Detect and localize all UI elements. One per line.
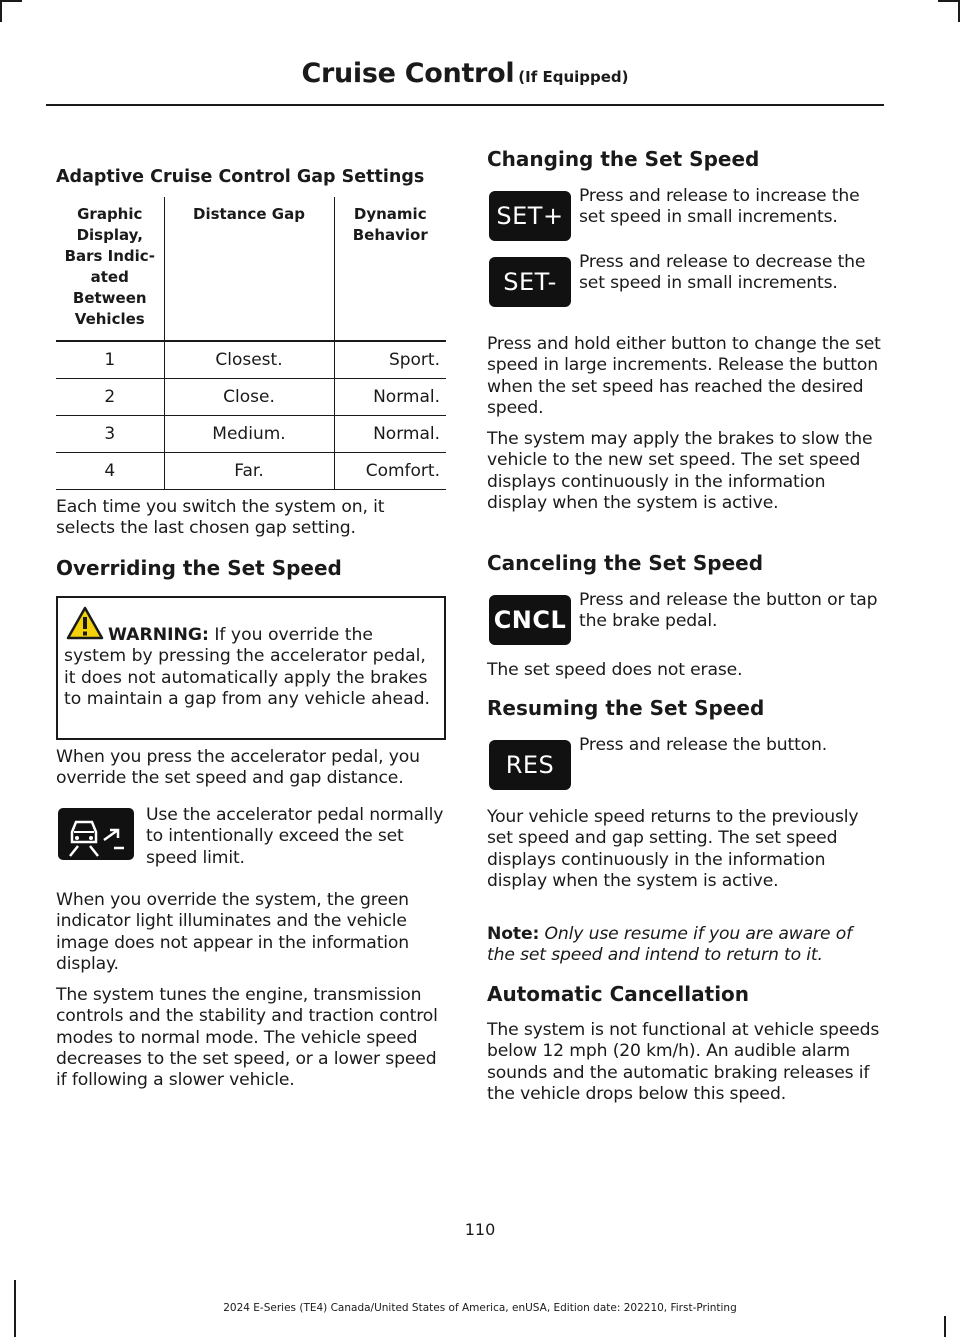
set-plus-button-icon: SET+ [489, 191, 571, 241]
table-cell: Normal. [334, 416, 446, 453]
crop-mark [0, 0, 22, 2]
warning-label: WARNING: [108, 625, 209, 645]
set-minus-button-icon: SET- [489, 257, 571, 307]
cncl-text: Press and release the button or tap the brake pedal. [579, 590, 878, 632]
gap-settings-table [56, 197, 446, 490]
override-paragraph-3: The system tunes the engine, transmission controls and the stability and traction control modes to normal mode. The vehicle speed decreases to the set speed, or a lower speed if following a slower vehicle. [56, 985, 438, 1091]
table-cell: Closest. [164, 341, 334, 379]
table-cell: Close. [164, 379, 334, 416]
table-header-distance: Distance Gap [164, 197, 334, 341]
accelerator-override-icon [58, 808, 134, 860]
change-paragraph-1: Press and hold either button to change the set speed in large increments. Release the button when the set speed has reached the desired speed. [487, 334, 881, 418]
note-label: Note: [487, 924, 540, 944]
resume-note [487, 924, 881, 967]
set-plus-text: Press and release to increase the set speed in small increments. [579, 186, 860, 228]
cancel-paragraph-1: The set speed does not erase. [487, 660, 743, 680]
gap-settings-heading: Adaptive Cruise Control Gap Settings [56, 167, 425, 187]
gap-text: Each time you switch the system on, it selects the last chosen gap setting. [56, 497, 385, 539]
table-cell: Sport. [334, 341, 446, 379]
table-cell: 2 [56, 379, 164, 416]
crop-mark [944, 1316, 946, 1337]
pedal-text: Use the accelerator pedal normally to intentionally exceed the set speed limit. [146, 805, 444, 868]
warning-body: If you override the system by pressing the accelerator pedal, it does not automatically apply the brakes to maintain a gap from any vehicle ahead. [64, 625, 430, 709]
res-button-icon: RES [489, 740, 571, 790]
resume-paragraph-1: Your vehicle speed returns to the previously set speed and gap setting. The set speed displays continuously in the information display when the system is active. [487, 807, 859, 891]
table-row [56, 453, 446, 490]
crop-mark [0, 0, 2, 22]
page-subtitle: (If Equipped) [518, 68, 629, 86]
set-minus-text: Press and release to decrease the set speed in small increments. [579, 252, 866, 294]
warning-text [64, 625, 439, 710]
page-footer: 2024 E-Series (TE4) Canada/United States of America, enUSA, Edition date: 202210, First-Printing [223, 1302, 737, 1314]
override-heading: Overriding the Set Speed [56, 556, 342, 580]
page-header [46, 58, 884, 106]
resume-speed-heading: Resuming the Set Speed [487, 696, 765, 720]
page-number: 110 [464, 1220, 496, 1239]
table-cell: Medium. [164, 416, 334, 453]
auto-cancel-paragraph: The system is not functional at vehicle speeds below 12 mph (20 km/h). An audible alarm sounds and the automatic braking releases if the vehicle drops below this speed. [487, 1020, 880, 1104]
table-cell: 4 [56, 453, 164, 490]
table-row [56, 341, 446, 379]
table-row [56, 416, 446, 453]
table-cell: Far. [164, 453, 334, 490]
note-text: Only use resume if you are aware of the set speed and intend to return to it. [487, 924, 853, 966]
table-cell: 3 [56, 416, 164, 453]
cancel-speed-heading: Canceling the Set Speed [487, 551, 764, 575]
override-paragraph-2: When you override the system, the green indicator light illuminates and the vehicle image does not appear in the information display. [56, 890, 410, 974]
change-paragraph-2: The system may apply the brakes to slow the vehicle to the new set speed. The set speed displays continuously in the information display when the system is active. [487, 429, 873, 513]
page-title: Cruise Control [301, 58, 515, 89]
table-cell: 1 [56, 341, 164, 379]
table-header-row [56, 197, 446, 341]
auto-cancel-heading: Automatic Cancellation [487, 982, 750, 1006]
table-header-graphic: Graphic Display, Bars Indic-ated Between Vehicles [56, 197, 164, 341]
table-cell: Normal. [334, 379, 446, 416]
warning-box [56, 596, 446, 740]
cncl-button-icon: CNCL [489, 595, 571, 645]
override-paragraph-1: When you press the accelerator pedal, you override the set speed and gap distance. [56, 747, 420, 789]
table-cell: Comfort. [334, 453, 446, 490]
change-speed-heading: Changing the Set Speed [487, 147, 760, 171]
table-header-behavior: Dynamic Behavior [334, 197, 446, 341]
table-row [56, 379, 446, 416]
crop-mark [938, 0, 960, 2]
res-text: Press and release the button. [579, 735, 828, 755]
